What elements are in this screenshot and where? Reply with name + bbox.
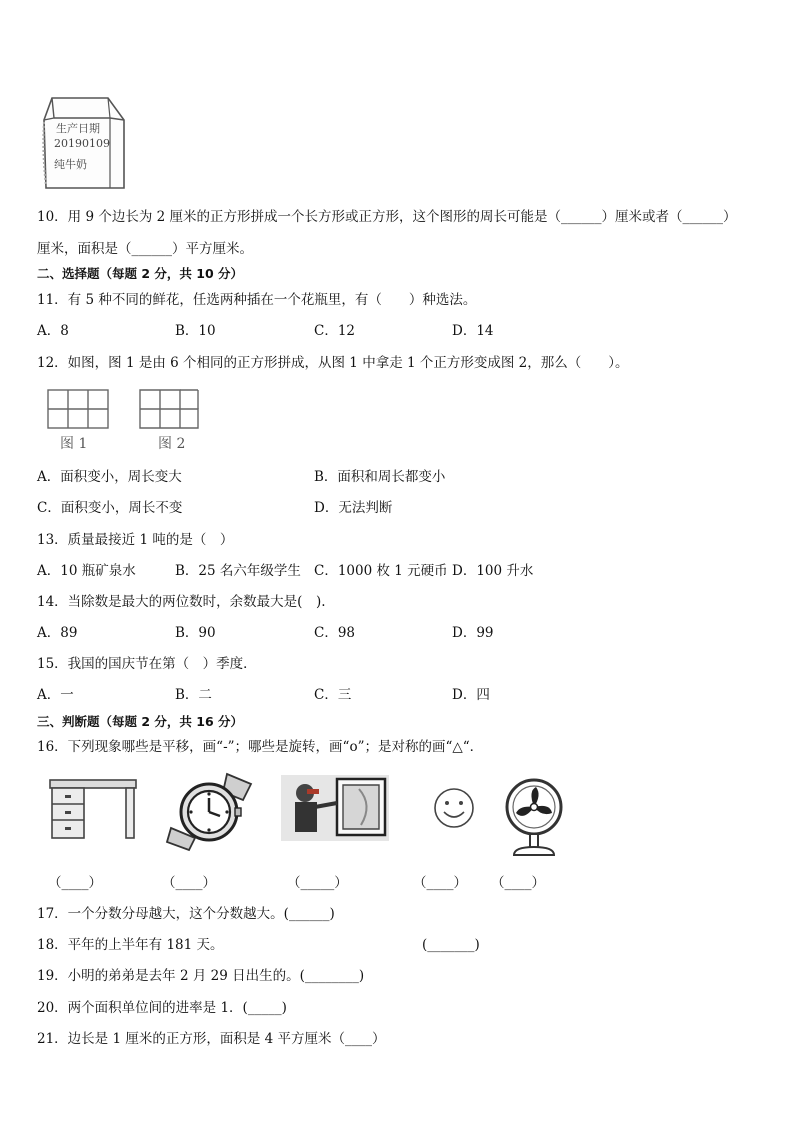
q13-option-b: B．25 名六年级学生 xyxy=(175,563,301,579)
q16-blank-5[interactable]: （____） xyxy=(491,875,545,891)
q14-option-c: C．98 xyxy=(314,625,356,641)
q17-stem: 17．一个分数分母越大，这个分数越大。(______) xyxy=(37,906,335,922)
q14-option-b: B．90 xyxy=(175,625,216,641)
q21-stem: 21．边长是 1 厘米的正方形，面积是 4 平方厘米（____） xyxy=(37,1031,386,1047)
milk-box-line2: 20190109 xyxy=(54,137,110,150)
q15-option-c: C．三 xyxy=(314,687,352,703)
q18-blank[interactable]: (_______) xyxy=(422,937,480,953)
q16-stem: 16．下列现象哪些是平移，画“-”；哪些是旋转，画“o”；是对称的画“△“． xyxy=(37,739,484,755)
q15-option-d: D．四 xyxy=(452,687,490,703)
q13-stem: 13．质量最接近 1 吨的是（ ） xyxy=(37,532,234,548)
figure2-label: 图 2 xyxy=(158,436,186,452)
q19-stem: 19．小明的弟弟是去年 2 月 29 日出生的。(________) xyxy=(37,968,365,984)
q16-blank-1[interactable]: （____） xyxy=(48,875,102,891)
q12-option-b: B．面积和周长都变小 xyxy=(314,469,446,485)
q20-stem: 20．两个面积单位间的进率是 1．(_____) xyxy=(37,1000,287,1016)
electric-fan-icon xyxy=(502,777,566,857)
q11-option-b: B．10 xyxy=(175,323,216,339)
q13-option-d: D．100 升水 xyxy=(452,563,534,579)
q15-option-b: B．二 xyxy=(175,687,212,703)
q11-option-c: C．12 xyxy=(314,323,356,339)
smiley-face-icon xyxy=(432,786,476,830)
q12-figures xyxy=(40,382,210,454)
figure1-grid xyxy=(48,390,108,428)
q12-stem: 12．如图，图 1 是由 6 个相同的正方形拼成，从图 1 中拿走 1 个正方形变成图 2，那么（ ）。 xyxy=(37,355,629,371)
q12-option-c: C．面积变小，周长不变 xyxy=(37,500,183,516)
q13-option-c: C．1000 枚 1 元硬币 xyxy=(314,563,448,579)
q11-option-d: D．14 xyxy=(452,323,494,339)
q13-option-a: A．10 瓶矿泉水 xyxy=(37,563,136,579)
milk-box-line1: 生产日期 xyxy=(56,122,100,135)
milk-box-line3: 纯牛奶 xyxy=(54,158,87,171)
q11-option-a: A．8 xyxy=(37,323,69,339)
figure1-label: 图 1 xyxy=(60,436,88,452)
milk-carton-icon xyxy=(40,92,130,192)
q14-option-d: D．99 xyxy=(452,625,494,641)
wristwatch-icon xyxy=(163,770,259,852)
q18-stem: 18．平年的上半年有 181 天。 xyxy=(37,937,224,953)
q16-blank-2[interactable]: （____） xyxy=(162,875,216,891)
desk-icon xyxy=(48,776,140,840)
section3-title: 三、判断题（每题 2 分，共 16 分） xyxy=(37,714,244,729)
q14-option-a: A．89 xyxy=(37,625,78,641)
q11-stem: 11．有 5 种不同的鲜花，任选两种插在一个花瓶里，有（ ）种选法。 xyxy=(37,292,477,308)
q15-option-a: A．一 xyxy=(37,687,74,703)
q12-option-a: A．面积变小，周长变大 xyxy=(37,469,182,485)
figure2-grid xyxy=(140,390,198,428)
q16-blank-3[interactable]: （_____） xyxy=(287,875,348,891)
window-push-icon xyxy=(281,775,389,841)
q10-line1: 10．用 9 个边长为 2 厘米的正方形拼成一个长方形或正方形，这个图形的周长可能是（______）厘米或者（______） xyxy=(37,209,737,225)
q12-option-d: D．无法判断 xyxy=(314,500,393,516)
q10-line2: 厘米，面积是（______）平方厘米。 xyxy=(37,241,253,257)
q16-blank-4[interactable]: （____） xyxy=(413,875,467,891)
section2-title: 二、选择题（每题 2 分，共 10 分） xyxy=(37,266,244,281)
q14-stem: 14．当除数是最大的两位数时，余数最大是( ). xyxy=(37,594,326,610)
q15-stem: 15．我国的国庆节在第（ ）季度． xyxy=(37,656,257,672)
